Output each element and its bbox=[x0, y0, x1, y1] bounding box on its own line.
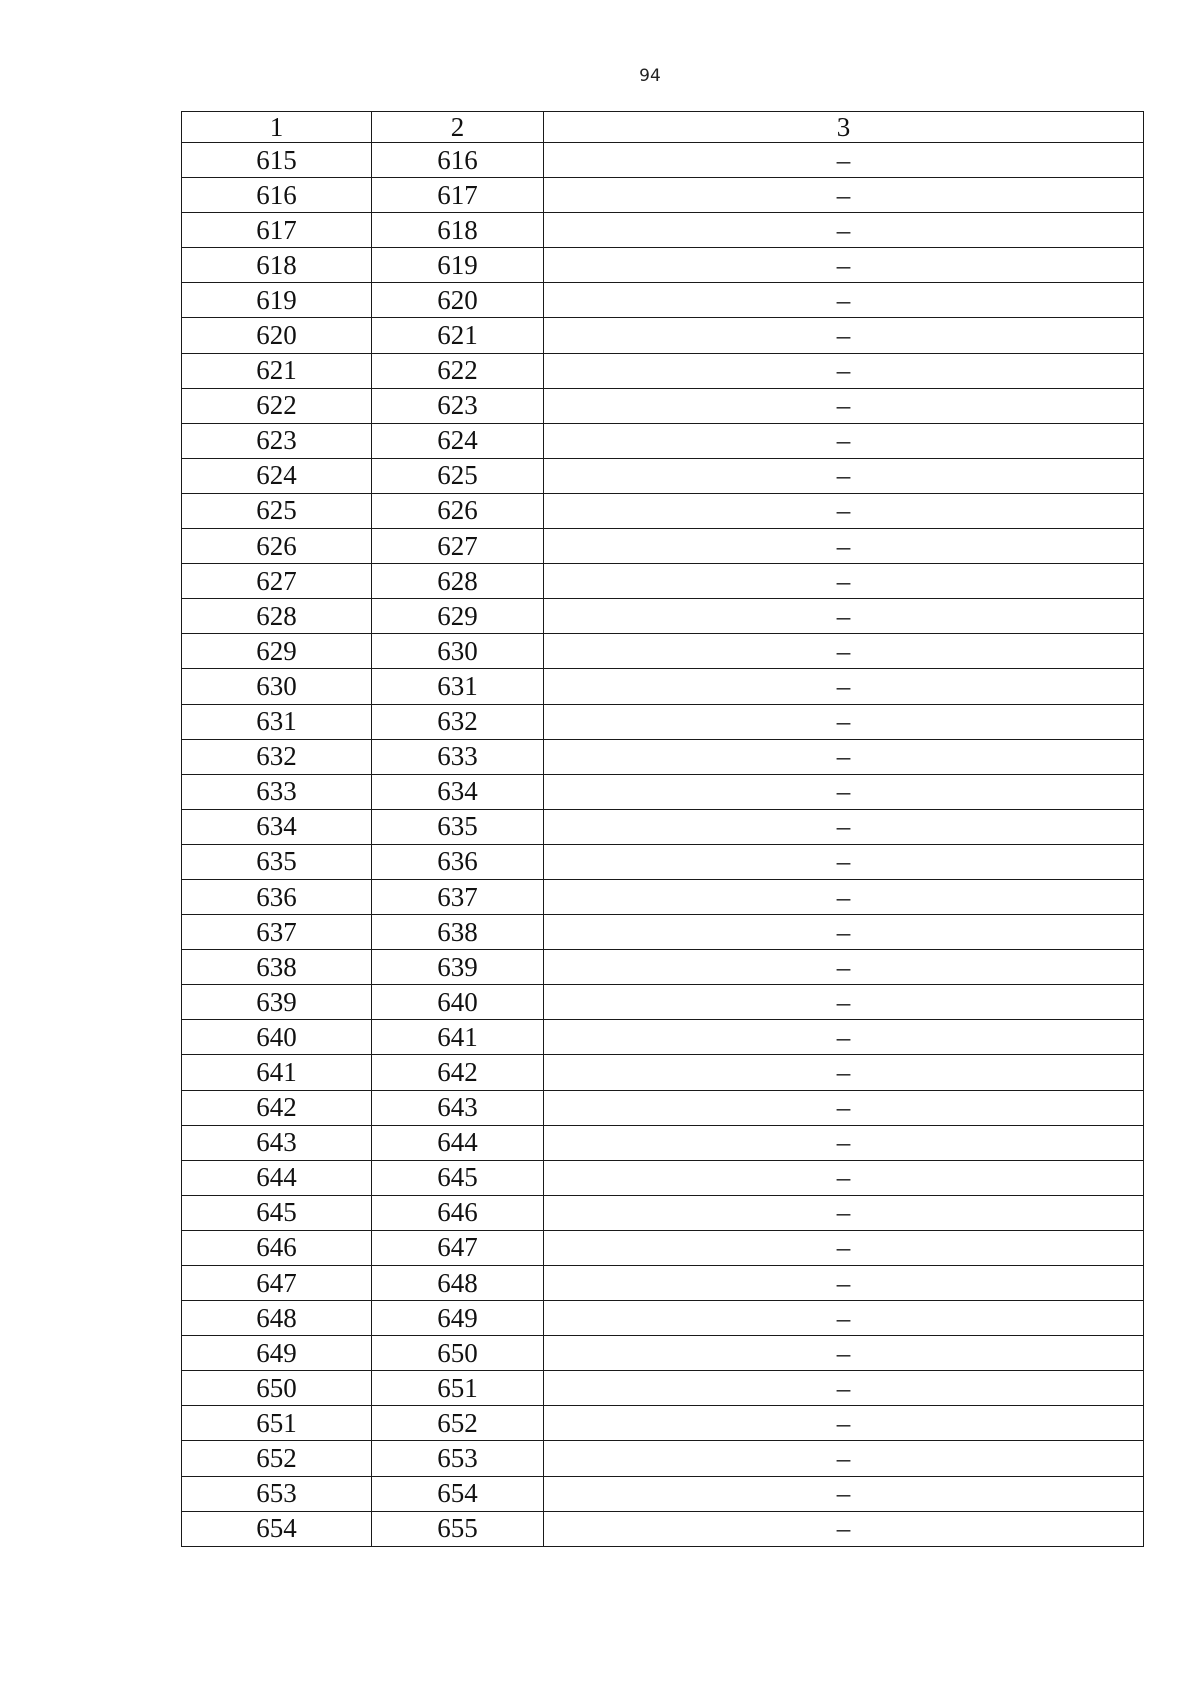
page-number: 94 bbox=[639, 66, 661, 86]
table-cell-col1: 637 bbox=[182, 915, 372, 950]
table-cell-col2: 624 bbox=[372, 423, 544, 458]
table-cell-col3: – bbox=[544, 704, 1144, 739]
table-row bbox=[182, 1371, 1144, 1406]
table-row bbox=[182, 564, 1144, 599]
table-cell-col3: – bbox=[544, 283, 1144, 318]
table-cell-col2: 642 bbox=[372, 1055, 544, 1090]
table-row bbox=[182, 458, 1144, 493]
table-cell-col2: 617 bbox=[372, 178, 544, 213]
table-cell-col1: 631 bbox=[182, 704, 372, 739]
table-cell-col3: – bbox=[544, 879, 1144, 914]
table-cell-col2: 643 bbox=[372, 1090, 544, 1125]
table-cell-col2: 632 bbox=[372, 704, 544, 739]
table-cell-col1: 651 bbox=[182, 1406, 372, 1441]
table-cell-col2: 628 bbox=[372, 564, 544, 599]
table-row bbox=[182, 1476, 1144, 1511]
table-cell-col2: 649 bbox=[372, 1301, 544, 1336]
table-cell-col3: – bbox=[544, 1266, 1144, 1301]
table-cell-col2: 619 bbox=[372, 248, 544, 283]
table-cell-col1: 645 bbox=[182, 1195, 372, 1230]
table-cell-col2: 626 bbox=[372, 493, 544, 528]
table-cell-col2: 645 bbox=[372, 1160, 544, 1195]
table-cell-col3: – bbox=[544, 423, 1144, 458]
table-cell-col3: – bbox=[544, 529, 1144, 564]
table-cell-col3: – bbox=[544, 844, 1144, 879]
table-cell-col1: 654 bbox=[182, 1511, 372, 1546]
table-row bbox=[182, 423, 1144, 458]
table-cell-col3: – bbox=[544, 634, 1144, 669]
table-cell-col3: – bbox=[544, 143, 1144, 178]
table-row bbox=[182, 143, 1144, 178]
table-cell-col3: – bbox=[544, 458, 1144, 493]
table-cell-col1: 617 bbox=[182, 213, 372, 248]
table-cell-col2: 623 bbox=[372, 388, 544, 423]
table-row bbox=[182, 915, 1144, 950]
table-row bbox=[182, 985, 1144, 1020]
table-row bbox=[182, 1090, 1144, 1125]
table-cell-col3: – bbox=[544, 388, 1144, 423]
table-cell-col3: – bbox=[544, 985, 1144, 1020]
table-row bbox=[182, 1230, 1144, 1265]
table-cell-col3: – bbox=[544, 213, 1144, 248]
table-cell-col2: 621 bbox=[372, 318, 544, 353]
table-cell-col3: – bbox=[544, 353, 1144, 388]
table-cell-col1: 634 bbox=[182, 809, 372, 844]
table-cell-col1: 642 bbox=[182, 1090, 372, 1125]
table-cell-col2: 630 bbox=[372, 634, 544, 669]
table-row bbox=[182, 634, 1144, 669]
table-row bbox=[182, 353, 1144, 388]
table-cell-col1: 649 bbox=[182, 1336, 372, 1371]
table-cell-col2: 635 bbox=[372, 809, 544, 844]
table-cell-col3: – bbox=[544, 564, 1144, 599]
table-cell-col2: 652 bbox=[372, 1406, 544, 1441]
table-row bbox=[182, 248, 1144, 283]
table-cell-col1: 621 bbox=[182, 353, 372, 388]
table-cell-col3: – bbox=[544, 809, 1144, 844]
table-cell-col1: 644 bbox=[182, 1160, 372, 1195]
table-row bbox=[182, 493, 1144, 528]
table-cell-col3: – bbox=[544, 1406, 1144, 1441]
table-cell-col1: 619 bbox=[182, 283, 372, 318]
table-row bbox=[182, 318, 1144, 353]
table-cell-col2: 625 bbox=[372, 458, 544, 493]
table-row bbox=[182, 1125, 1144, 1160]
table-cell-col2: 651 bbox=[372, 1371, 544, 1406]
table-cell-col2: 618 bbox=[372, 213, 544, 248]
table-cell-col1: 639 bbox=[182, 985, 372, 1020]
table-row bbox=[182, 283, 1144, 318]
table-cell-col1: 633 bbox=[182, 774, 372, 809]
table-cell-col2: 655 bbox=[372, 1511, 544, 1546]
table-cell-col2: 620 bbox=[372, 283, 544, 318]
data-table bbox=[181, 111, 1144, 1547]
table-cell-col3: – bbox=[544, 1371, 1144, 1406]
table-row bbox=[182, 1336, 1144, 1371]
table-cell-col1: 625 bbox=[182, 493, 372, 528]
table-cell-col2: 650 bbox=[372, 1336, 544, 1371]
table-cell-col3: – bbox=[544, 669, 1144, 704]
table-cell-col2: 616 bbox=[372, 143, 544, 178]
table-cell-col2: 629 bbox=[372, 599, 544, 634]
table-cell-col2: 639 bbox=[372, 950, 544, 985]
table-row bbox=[182, 739, 1144, 774]
table-cell-col1: 638 bbox=[182, 950, 372, 985]
table-cell-col1: 618 bbox=[182, 248, 372, 283]
table-row bbox=[182, 1406, 1144, 1441]
table-row bbox=[182, 1511, 1144, 1546]
table-body bbox=[182, 112, 1144, 1547]
table-cell-col1: 623 bbox=[182, 423, 372, 458]
table-row bbox=[182, 1441, 1144, 1476]
table-row bbox=[182, 1301, 1144, 1336]
table-header-row bbox=[182, 112, 1144, 143]
table-row bbox=[182, 388, 1144, 423]
table-cell-col3: – bbox=[544, 1476, 1144, 1511]
table-row bbox=[182, 1020, 1144, 1055]
table-row bbox=[182, 178, 1144, 213]
table-cell-col1: 615 bbox=[182, 143, 372, 178]
table-cell-col3: – bbox=[544, 774, 1144, 809]
table-cell-col1: 627 bbox=[182, 564, 372, 599]
table-cell-col1: 650 bbox=[182, 1371, 372, 1406]
table-row bbox=[182, 1055, 1144, 1090]
table-cell-col1: 620 bbox=[182, 318, 372, 353]
table-cell-col1: 622 bbox=[182, 388, 372, 423]
table-cell-col2: 638 bbox=[372, 915, 544, 950]
table-cell-col1: 652 bbox=[182, 1441, 372, 1476]
table-row bbox=[182, 774, 1144, 809]
table-cell-col1: 640 bbox=[182, 1020, 372, 1055]
table-cell-col2: 644 bbox=[372, 1125, 544, 1160]
table-cell-col1: 641 bbox=[182, 1055, 372, 1090]
table-cell-col2: 622 bbox=[372, 353, 544, 388]
table-cell-col1: 616 bbox=[182, 178, 372, 213]
table-cell-col2: 631 bbox=[372, 669, 544, 704]
table-cell-col3: – bbox=[544, 178, 1144, 213]
table-row bbox=[182, 669, 1144, 704]
table-cell-col3: – bbox=[544, 493, 1144, 528]
table-cell-col3: – bbox=[544, 599, 1144, 634]
column-header-2: 2 bbox=[372, 112, 544, 143]
table-cell-col3: – bbox=[544, 1195, 1144, 1230]
table-row bbox=[182, 704, 1144, 739]
table-cell-col3: – bbox=[544, 1090, 1144, 1125]
table-cell-col2: 641 bbox=[372, 1020, 544, 1055]
table-cell-col3: – bbox=[544, 1125, 1144, 1160]
table-row bbox=[182, 844, 1144, 879]
table-cell-col3: – bbox=[544, 1160, 1144, 1195]
table-cell-col1: 628 bbox=[182, 599, 372, 634]
table-cell-col2: 634 bbox=[372, 774, 544, 809]
table-cell-col1: 646 bbox=[182, 1230, 372, 1265]
column-header-3: 3 bbox=[544, 112, 1144, 143]
table-row bbox=[182, 1266, 1144, 1301]
table-cell-col2: 637 bbox=[372, 879, 544, 914]
table-row bbox=[182, 879, 1144, 914]
table-cell-col1: 643 bbox=[182, 1125, 372, 1160]
table-cell-col2: 647 bbox=[372, 1230, 544, 1265]
table-cell-col2: 640 bbox=[372, 985, 544, 1020]
table-cell-col1: 624 bbox=[182, 458, 372, 493]
table-cell-col3: – bbox=[544, 1511, 1144, 1546]
table-cell-col1: 629 bbox=[182, 634, 372, 669]
column-header-1: 1 bbox=[182, 112, 372, 143]
table-cell-col2: 627 bbox=[372, 529, 544, 564]
table-cell-col3: – bbox=[544, 915, 1144, 950]
table-cell-col3: – bbox=[544, 1336, 1144, 1371]
table-row bbox=[182, 213, 1144, 248]
table-cell-col1: 648 bbox=[182, 1301, 372, 1336]
table-cell-col3: – bbox=[544, 950, 1144, 985]
table-row bbox=[182, 809, 1144, 844]
table-cell-col1: 653 bbox=[182, 1476, 372, 1511]
table-cell-col2: 648 bbox=[372, 1266, 544, 1301]
table-cell-col2: 653 bbox=[372, 1441, 544, 1476]
table-cell-col3: – bbox=[544, 1301, 1144, 1336]
table-row bbox=[182, 599, 1144, 634]
table-cell-col3: – bbox=[544, 318, 1144, 353]
table-cell-col1: 632 bbox=[182, 739, 372, 774]
table-cell-col2: 633 bbox=[372, 739, 544, 774]
table-row bbox=[182, 950, 1144, 985]
table-cell-col1: 647 bbox=[182, 1266, 372, 1301]
table-cell-col1: 626 bbox=[182, 529, 372, 564]
table-cell-col1: 636 bbox=[182, 879, 372, 914]
table-cell-col2: 646 bbox=[372, 1195, 544, 1230]
table-cell-col3: – bbox=[544, 248, 1144, 283]
table-cell-col3: – bbox=[544, 1055, 1144, 1090]
table-cell-col2: 636 bbox=[372, 844, 544, 879]
table-cell-col3: – bbox=[544, 1441, 1144, 1476]
table-cell-col1: 635 bbox=[182, 844, 372, 879]
table-cell-col3: – bbox=[544, 1230, 1144, 1265]
table-cell-col2: 654 bbox=[372, 1476, 544, 1511]
table-cell-col3: – bbox=[544, 1020, 1144, 1055]
table-row bbox=[182, 529, 1144, 564]
table-row bbox=[182, 1160, 1144, 1195]
table-cell-col1: 630 bbox=[182, 669, 372, 704]
table-cell-col3: – bbox=[544, 739, 1144, 774]
table-row bbox=[182, 1195, 1144, 1230]
